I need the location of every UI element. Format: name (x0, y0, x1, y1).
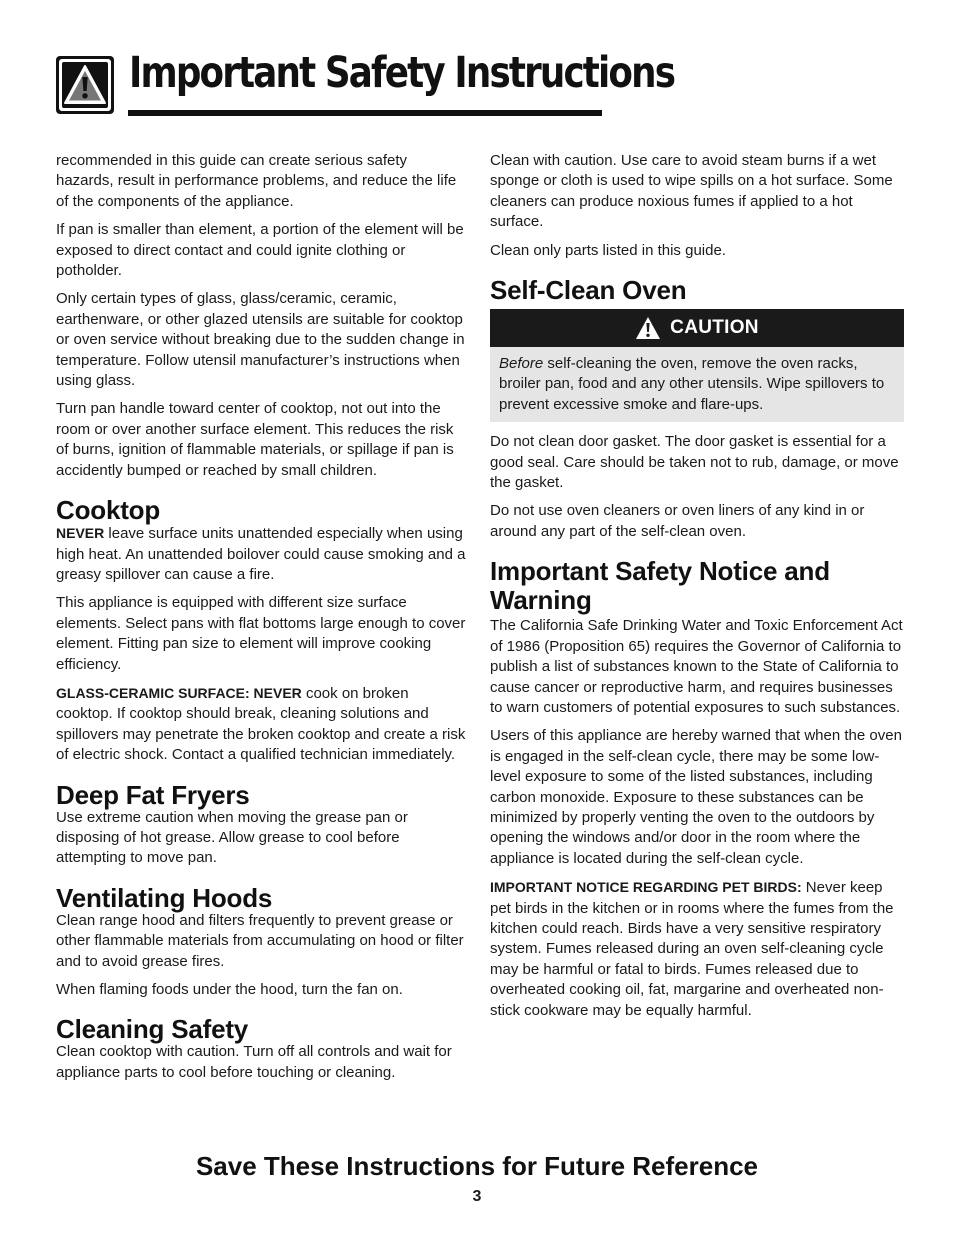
hoods-heading: Ventilating Hoods (56, 882, 273, 913)
intro-paragraph-1: recommended in this guide can create serious safety hazards, result in performance problems, and reduce the life of the components of the appliance. (56, 152, 457, 210)
caution-text-rest: self-cleaning the oven, remove the oven racks, broiler pan, food and any other utensils. Wipe spillovers to prevent excessive smoke and flare-ups. (499, 355, 885, 413)
cooktop-paragraph-1 (56, 523, 466, 585)
fryers-paragraph-1: Use extreme caution when moving the grease pan or disposing of hot grease. Allow grease to cool before attempting to move pan. (56, 808, 408, 867)
caution-box (490, 309, 904, 422)
hoods-paragraph-2: When flaming foods under the hood, turn the fan on. (56, 981, 403, 998)
exclamation-triangle-icon (56, 56, 114, 114)
gasket-paragraph: Do not clean door gasket. The door gasket is essential for a good seal. Care should be taken not to rub, damage, or move the gasket. (490, 433, 899, 492)
caution-label: CAUTION (670, 317, 759, 339)
page-title: Important Safety Instructions (129, 48, 675, 98)
clean-parts-paragraph: Clean only parts listed in this guide. (490, 241, 726, 259)
page-number: 3 (472, 1188, 482, 1205)
intro-paragraph-4: Turn pan handle toward center of cooktop, not out into the room or over another surface element. This reduces the risk of burns, ignition of flammable materials, or spillage if pan is accidently bumped or reached by small children. (56, 400, 454, 479)
caution-before: Before (499, 355, 544, 373)
never-label: NEVER (56, 525, 105, 542)
fryers-heading: Deep Fat Fryers (56, 779, 250, 810)
cleaning-paragraph-1: Clean cooktop with caution. Turn off all controls and wait for appliance parts to cool before touching or cleaning. (56, 1043, 452, 1081)
right-column (490, 151, 904, 1029)
page-header (56, 48, 675, 118)
cooktop-paragraph-3 (56, 683, 466, 766)
left-column (56, 151, 466, 1091)
pet-birds-paragraph (490, 877, 904, 1021)
cooktop-paragraph-1-text: leave surface units unattended especially when using high heat. An unattended boilover could cause smoking and a greasy spillover can cause a fire. (56, 525, 466, 583)
notice-heading: Important Safety Notice and Warning (490, 556, 830, 616)
self-clean-exposure-paragraph: Users of this appliance are hereby warned that when the oven is engaged in the self-clean cycle, there may be some low-level exposure to some of the listed substances, including carbon monoxide. Exposure to these substances can be minimized by properly venting the oven to the outdoors by opening the windows and/or door in the room where the appliance is located during the self-clean cycle. (490, 727, 902, 867)
cooktop-paragraph-3-text: cook on broken cooktop. If cooktop should break, cleaning solutions and spillovers may penetrate the broken cooktop and create a risk of electric shock. Contact a qualified technician immediately. (56, 684, 466, 764)
proposition-65-paragraph: The California Safe Drinking Water and Toxic Enforcement Act of 1986 (Proposition 65) requires the Governor of California to publish a list of substances known to the State of California to cause cancer or reproductive harm, and requires businesses to warn customers of potential exposures to such substances. (490, 617, 903, 716)
oven-cleaners-paragraph: Do not use oven cleaners or oven liners of any kind in or around any part of the self-clean oven. (490, 502, 865, 540)
glass-ceramic-label: GLASS-CERAMIC SURFACE: NEVER (56, 684, 302, 701)
pet-birds-label: IMPORTANT NOTICE REGARDING PET BIRDS: (490, 879, 802, 896)
caution-text (499, 354, 895, 415)
intro-paragraph-3: Only certain types of glass, glass/ceramic, ceramic, earthenware, or other glazed utensils are suitable for cooktop or oven service without breaking due to the sudden change in temperature. Follow utensil manufacturer’s instructions when using glass. (56, 290, 465, 390)
caution-bar (490, 309, 904, 347)
intro-paragraph-2: If pan is smaller than element, a portion of the element will be exposed to direct contact and could ignite clothing or potholder. (56, 221, 464, 280)
save-instructions-footer: Save These Instructions for Future Reference (195, 1151, 759, 1181)
cleaning-heading: Cleaning Safety (56, 1014, 249, 1045)
clean-caution-paragraph: Clean with caution. Use care to avoid steam burns if a wet sponge or cloth is used to wipe spills on a hot surface. Some cleaners can produce noxious fumes if applied to a hot surface. (490, 152, 893, 231)
cooktop-heading: Cooktop (56, 495, 161, 526)
title-underline (128, 110, 602, 116)
caution-triangle-icon (635, 316, 661, 340)
caution-body (490, 347, 904, 422)
pet-birds-text: Never keep pet birds in the kitchen or in rooms where the fumes from the kitchen could reach. Birds have a very sensitive respiratory system. Fumes released during an oven self-cleaning cycle may be harmful or fatal to birds. Fumes released due to overheated cooking oil, fat, margarine and overheated non-stick cookware may be equally harmful. (490, 879, 894, 1019)
hoods-paragraph-1: Clean range hood and filters frequently to prevent grease or other flammable materials from accumulating on hood or filter and to avoid grease fires. (56, 911, 464, 970)
cooktop-paragraph-2: This appliance is equipped with different size surface elements. Select pans with flat bottoms large enough to cover element. Fitting pan size to element will improve cooking efficiency. (56, 594, 466, 673)
self-clean-heading: Self-Clean Oven (490, 275, 687, 306)
